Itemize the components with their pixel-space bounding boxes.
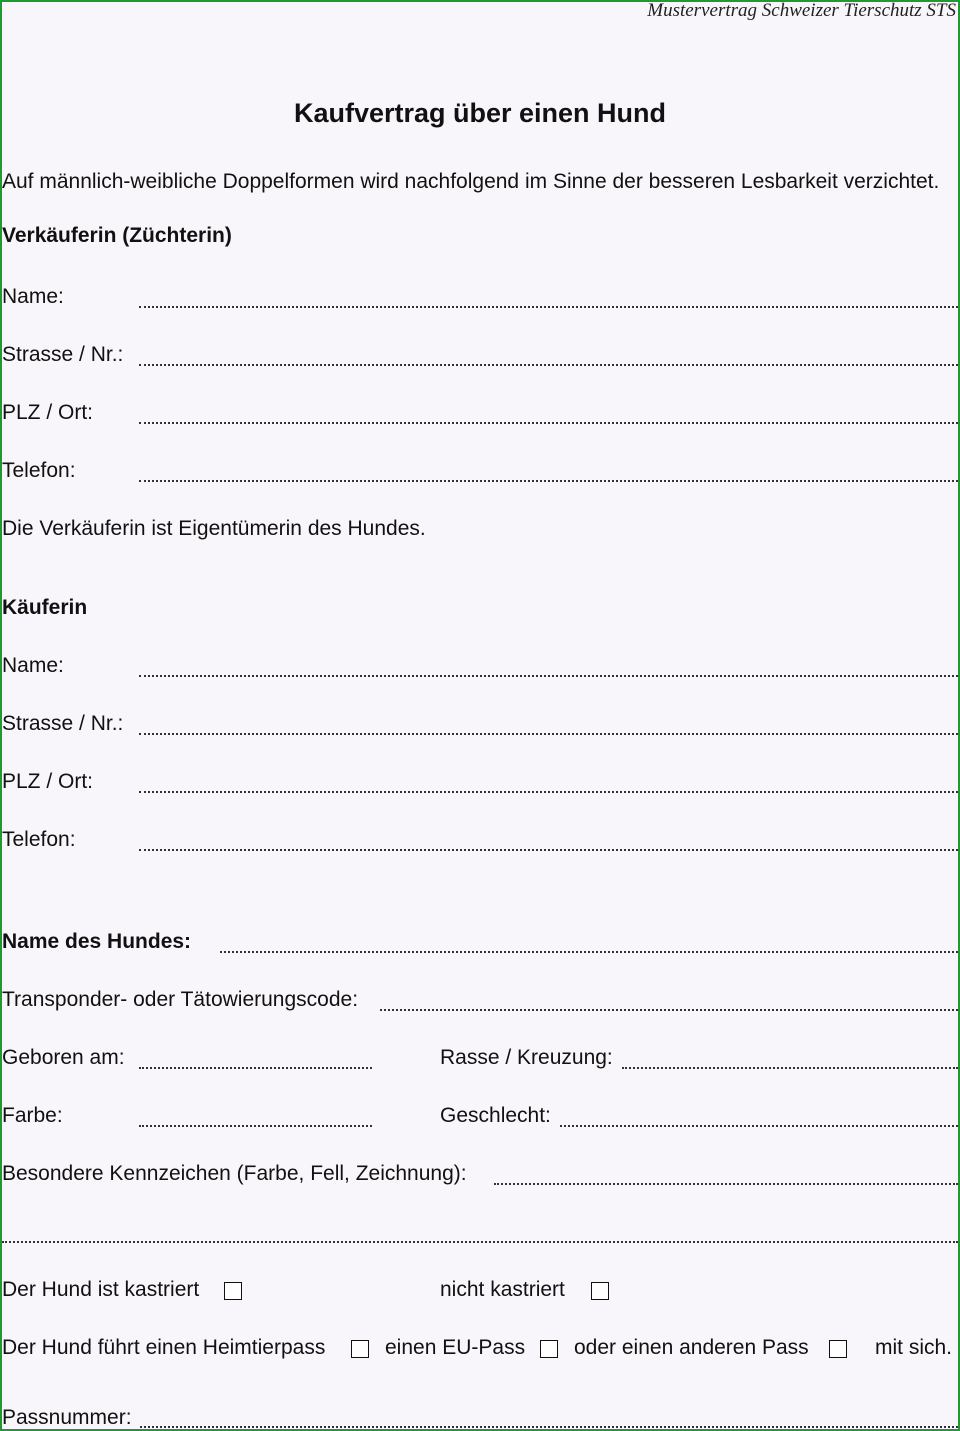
- buyer-zip-label: PLZ / Ort:: [2, 770, 94, 793]
- buyer-name-label: Name:: [2, 654, 64, 677]
- dog-marks-field-line-2[interactable]: [2, 1241, 958, 1243]
- pass-number-label: Passnummer:: [2, 1406, 132, 1429]
- pass-number-field[interactable]: [140, 1426, 958, 1428]
- seller-name-label: Name:: [2, 285, 64, 308]
- dog-born-field[interactable]: [139, 1067, 372, 1069]
- other-pass-label: oder einen anderen Pass: [574, 1336, 809, 1359]
- seller-zip-field[interactable]: [139, 422, 958, 424]
- dog-sex-field[interactable]: [560, 1125, 958, 1127]
- buyer-phone-label: Telefon:: [2, 828, 76, 851]
- dog-color-label: Farbe:: [2, 1104, 63, 1127]
- seller-phone-field[interactable]: [139, 480, 958, 482]
- pet-pass-label: Der Hund führt einen Heimtierpass: [2, 1336, 326, 1359]
- buyer-name-field[interactable]: [139, 675, 958, 677]
- dog-code-field[interactable]: [380, 1009, 958, 1011]
- castrated-label: Der Hund ist kastriert: [2, 1278, 200, 1301]
- other-pass-checkbox[interactable]: [829, 1340, 847, 1358]
- seller-phone-label: Telefon:: [2, 459, 76, 482]
- not-castrated-checkbox[interactable]: [591, 1282, 609, 1300]
- seller-street-label: Strasse / Nr.:: [2, 343, 124, 366]
- castrated-checkbox[interactable]: [224, 1282, 242, 1300]
- dog-sex-label: Geschlecht:: [440, 1104, 551, 1127]
- buyer-street-field[interactable]: [139, 733, 958, 735]
- dog-name-label: Name des Hundes:: [2, 930, 192, 953]
- eu-pass-checkbox[interactable]: [540, 1340, 558, 1358]
- page-header: Mustervertrag Schweizer Tierschutz STS: [647, 0, 956, 21]
- pet-pass-checkbox[interactable]: [351, 1340, 369, 1358]
- dog-breed-field[interactable]: [622, 1067, 958, 1069]
- dog-marks-field[interactable]: [494, 1183, 958, 1185]
- seller-ownership-text: Die Verkäuferin ist Eigentümerin des Hundes.: [2, 517, 426, 540]
- not-castrated-label: nicht kastriert: [440, 1278, 565, 1301]
- dog-born-label: Geboren am:: [2, 1046, 125, 1069]
- page-title: Kaufvertrag über einen Hund: [293, 98, 667, 128]
- pass-suffix: mit sich.: [875, 1336, 953, 1359]
- buyer-street-label: Strasse / Nr.:: [2, 712, 124, 735]
- buyer-phone-field[interactable]: [139, 849, 958, 851]
- dog-color-field[interactable]: [139, 1125, 372, 1127]
- dog-name-field[interactable]: [220, 951, 958, 953]
- intro-note: Auf männlich-weibliche Doppelformen wird nachfolgend im Sinne der besseren Lesbarkeit verzichtet.: [2, 170, 940, 193]
- dog-breed-label: Rasse / Kreuzung:: [440, 1046, 613, 1069]
- seller-street-field[interactable]: [139, 364, 958, 366]
- dog-code-label: Transponder- oder Tätowierungscode:: [2, 988, 359, 1011]
- buyer-heading: Käuferin: [2, 596, 88, 619]
- seller-zip-label: PLZ / Ort:: [2, 401, 94, 424]
- eu-pass-label: einen EU-Pass: [385, 1336, 526, 1359]
- buyer-zip-field[interactable]: [139, 791, 958, 793]
- seller-name-field[interactable]: [139, 306, 958, 308]
- seller-heading: Verkäuferin (Züchterin): [2, 224, 232, 247]
- dog-marks-label: Besondere Kennzeichen (Farbe, Fell, Zeichnung):: [2, 1162, 467, 1185]
